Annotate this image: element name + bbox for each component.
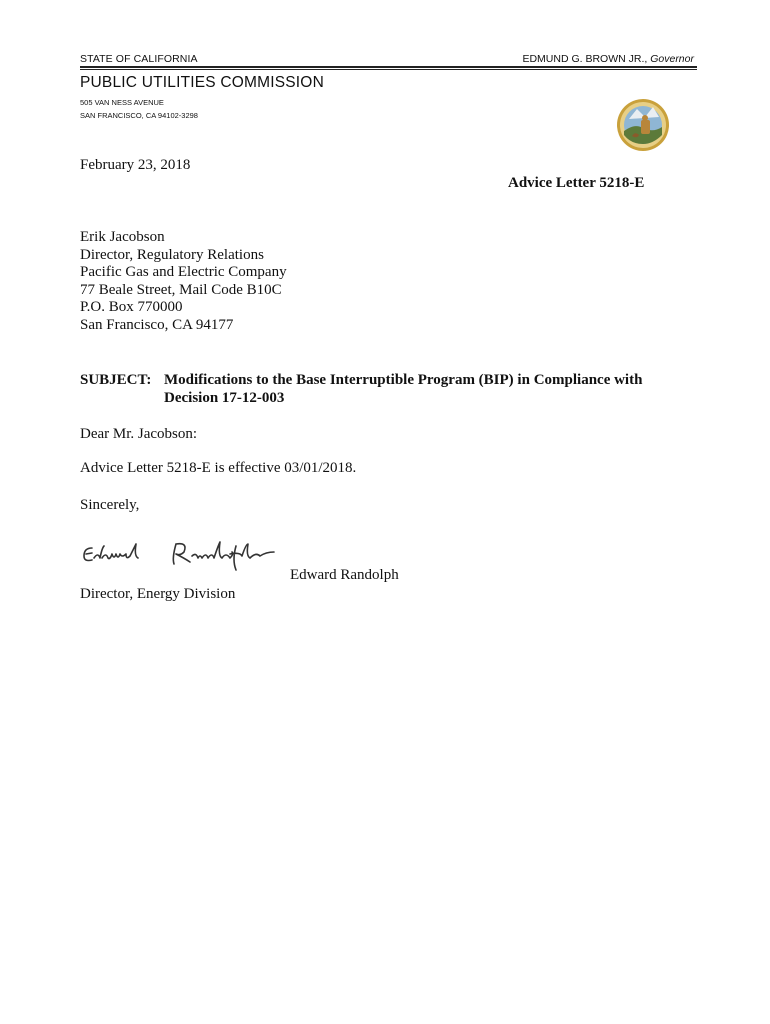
recipient-title: Director, Regulatory Relations: [80, 246, 264, 263]
header-rule: [80, 66, 697, 68]
state-header: STATE OF CALIFORNIA: [80, 53, 198, 65]
governor-name: EDMUND G. BROWN JR.,: [522, 53, 648, 65]
effective-statement: Advice Letter 5218-E is effective 03/01/2018.: [80, 460, 357, 476]
address-line-2: SAN FRANCISCO, CA 94102-3298: [80, 111, 198, 120]
header-rule-thin: [80, 69, 697, 70]
letter-date: February 23, 2018: [80, 157, 191, 173]
governor-header: [522, 53, 694, 65]
recipient-address: [80, 229, 287, 335]
recipient-name: Erik Jacobson: [80, 229, 165, 245]
governor-title: Governor: [650, 53, 694, 65]
address-line-1: 505 VAN NESS AVENUE: [80, 98, 164, 107]
recipient-po-box: P.O. Box 770000: [80, 299, 183, 316]
salutation: Dear Mr. Jacobson:: [80, 426, 198, 442]
signer-title: Director, Energy Division: [80, 586, 236, 602]
subject-label: SUBJECT:: [80, 372, 152, 388]
recipient-company: Pacific Gas and Electric Company: [80, 264, 287, 281]
commission-name: PUBLIC UTILITIES COMMISSION: [80, 74, 324, 91]
recipient-city: San Francisco, CA 94177: [80, 316, 234, 333]
closing: Sincerely,: [80, 497, 140, 513]
advice-letter-number: Advice Letter 5218-E: [508, 175, 645, 191]
signer-name: Edward Randolph: [290, 567, 399, 583]
recipient-street: 77 Beale Street, Mail Code B10C: [80, 281, 282, 298]
state-seal-icon: [615, 95, 671, 155]
signature-image: [80, 538, 275, 574]
subject-text: Modifications to the Base Interruptible Program (BIP) in Compliance with Decision 17-12-003: [164, 372, 643, 406]
